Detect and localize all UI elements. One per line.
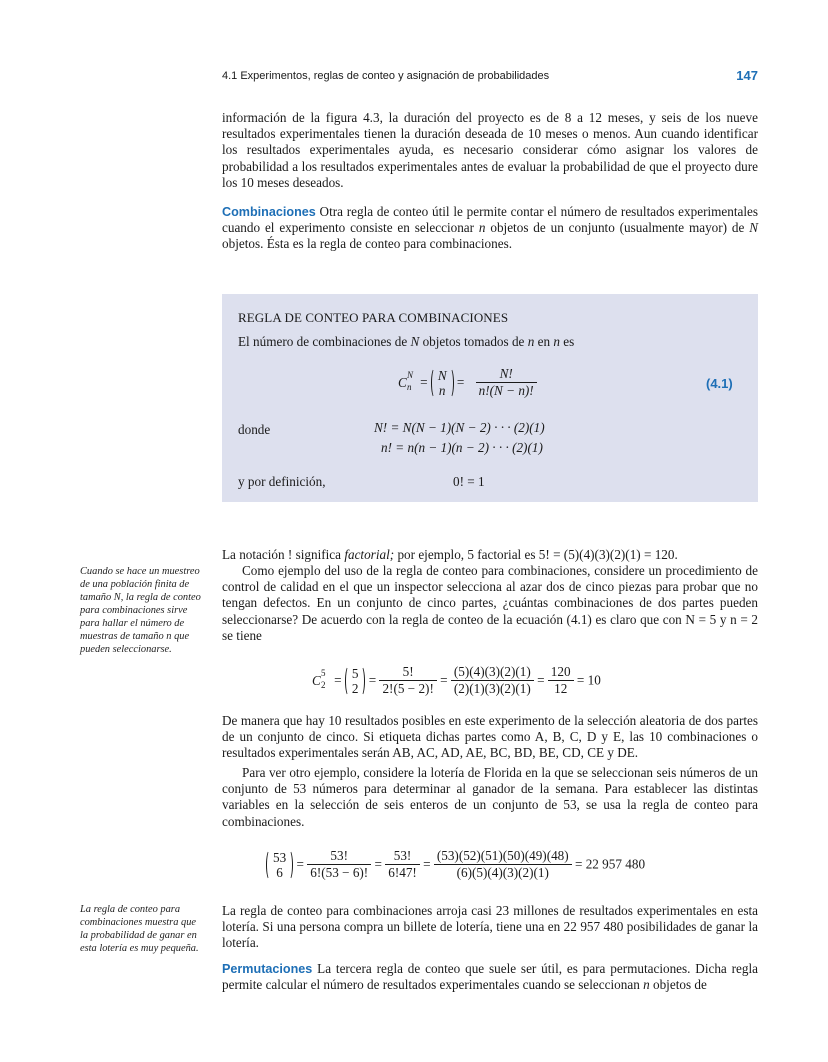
equals-sign: = [296,856,304,872]
denominator: 6!47! [385,864,420,881]
desc-text: es [559,334,575,349]
fraction [548,664,574,697]
desc-text: objetos tomados de [419,334,528,349]
equation-lottery [266,848,645,881]
numerator: 5! [402,664,414,679]
c-letter: C [312,672,321,688]
denominator: 6!(53 − 6)! [307,864,371,881]
permutaciones-text: La tercera regla de conteo que suele ser útil, es para permutaciones. Dicha regla permite calcular el número de resultados experimentales cuando se seleccionan [222,961,758,993]
combination-symbol [398,369,417,392]
factorial-N-definition: N! = N(N − 1)(N − 2) · · · (2)(1) [374,420,545,435]
permutaciones-text: objetos de [649,977,707,993]
binomial [266,850,293,880]
var-n: n [478,220,486,236]
fraction [476,366,537,399]
denominator: (2)(1)(3)(2)(1) [451,680,534,697]
permutaciones-heading: Permutaciones [222,962,313,976]
result: = 22 957 480 [574,856,646,872]
equation-c-5-2 [312,664,601,697]
combinaciones-text: Otra regla de conteo útil le permite contar el número de resultados experimentales cuando el experimento consiste en seleccionar [222,204,758,236]
combination-symbol [312,667,331,690]
binom-bottom: n [438,382,446,398]
margin-note-lottery: La regla de conteo para combinaciones muestra que la probabilidad de ganar en esta lotería es muy pequeña. [80,904,199,954]
example-paragraph: Como ejemplo del uso de la regla de conteo para combinaciones, considere un procedimiento de control de calidad en el que un inspector selecciona al azar dos de cinco piezas para probar que no tengan defectos. En un conjunto de cinco partes, ¿cuántas combinaciones de dos partes pueden seleccionarse? De acuerdo con la regla de conteo de la ecuación (4.1) es claro que con N = 5 y n = 2 se tiene [222,563,758,643]
equals-sign: = [537,672,545,688]
combinaciones-text: objetos. Ésta es la regla de conteo para combinaciones. [222,236,513,252]
var-n: n [527,334,535,349]
page-number: 147 [736,68,758,83]
fraction [451,664,534,697]
var-n: n [553,334,560,349]
superscript: 5 [321,667,326,678]
combinaciones-paragraph [222,204,758,253]
denominator: 2!(5 − 2)! [379,680,436,697]
por-definicion-label: y por definición, [238,474,326,489]
numerator: N! [499,366,513,381]
binom-top: N [437,367,447,383]
binom-top: 5 [351,665,359,681]
numerator: 120 [550,664,571,679]
numerator: 53! [330,848,348,863]
equals-sign: = [368,672,377,688]
var-n: n [643,977,650,993]
combinaciones-text: objetos de un conjunto (usualmente mayor) de [485,220,750,236]
factorial-n-definition: n! = n(n − 1)(n − 2) · · · (2)(1) [381,440,543,455]
equals-sign: = [334,672,342,688]
margin-note-combinations: Cuando se hace un muestreo de una población finita de tamaño N, la regla de conteo para combinaciones sirve para hallar el número de muestras de tamaño n que pueden seleccionarse. [80,566,201,655]
fraction [307,848,371,881]
combinaciones-heading: Combinaciones [222,205,316,219]
desc-text: en [534,334,554,349]
formula-4-1 [398,366,537,399]
equals-sign: = [423,856,431,872]
equals-sign: = [420,374,428,390]
binom-top: 53 [273,849,287,865]
equals-sign: = [374,856,382,872]
denominator: (6)(5)(4)(3)(2)(1) [434,864,572,881]
fraction [385,848,420,881]
equals-sign: = [440,672,448,688]
notation-paragraph [222,547,758,563]
var-N: N [749,220,759,236]
var-N: N [410,334,420,349]
result: = 10 [576,672,601,688]
c-letter: C [398,374,407,390]
section-title: 4.1 Experimentos, reglas de conteo y asignación de probabilidades [222,70,550,82]
desc-text: El número de combinaciones de [238,334,411,349]
fraction [434,848,572,881]
equals-sign: = [456,374,465,390]
intro-paragraph: información de la figura 4.3, la duración del proyecto es de 8 a 12 meses, y seis de los nueve resultados experimentales tienen la duración deseada de 10 meses o menos. Aun cuando identificar los resultados experimentales ayuda, es necesario considerar cómo asignar los valores de probabilidad a los resultados experimentales antes de evaluar la probabilidad de que el proyecto dure los 10 meses deseados. [222,110,758,190]
numerator: 53! [393,848,412,863]
binom-bottom: 2 [351,680,359,696]
denominator: n!(N − n)! [476,382,537,399]
binomial [345,666,366,696]
subscript-n: n [407,381,412,392]
rule-box-description [238,334,574,350]
superscript-N: N [407,369,414,380]
denominator: 12 [548,680,574,697]
binomial [431,368,454,398]
zero-factorial: 0! = 1 [453,474,485,489]
lottery-paragraph: La regla de conteo para combinaciones arroja casi 23 millones de resultados experimentales en esta lotería. Si una persona compra un billete de lotería, tiene una en 22 957 480 posibilidades de ganar la lotería. [222,903,758,951]
subscript: 2 [321,679,326,690]
rule-box-title: REGLA DE CONTEO PARA COMBINACIONES [238,310,509,325]
donde-label: donde [238,422,271,437]
numerator: (5)(4)(3)(2)(1) [453,664,531,679]
notation-text: La notación ! significa [222,547,345,562]
numerator: (53)(52)(51)(50)(49)(48) [436,848,569,863]
permutaciones-paragraph [222,961,758,993]
notation-text: por ejemplo, 5 factorial es 5! = (5)(4)(3)(2)(1) = 120. [394,547,678,562]
running-head [222,70,758,86]
equation-number: (4.1) [706,376,733,391]
results-paragraph: De manera que hay 10 resultados posibles en este experimento de la selección aleatoria de dos partes de un conjunto de cinco. Si etiqueta dichas partes como A, B, C, D y E, las 10 combinaciones o resultados experimentales serán AB, AC, AD, AE, BC, BD, BE, CD, CE y DE. [222,713,758,761]
lottery-intro-paragraph: Para ver otro ejemplo, considere la lotería de Florida en la que se seleccionan seis números de un conjunto de 53 números para determinar al ganador de la semana. Para establecer las distintas variables en la selección de seis enteros de un conjunto de 53, se usa la regla de conteo para combinaciones. [222,765,758,829]
fraction [379,664,436,697]
binom-bottom: 6 [276,864,283,880]
factorial-word: factorial; [344,547,395,562]
